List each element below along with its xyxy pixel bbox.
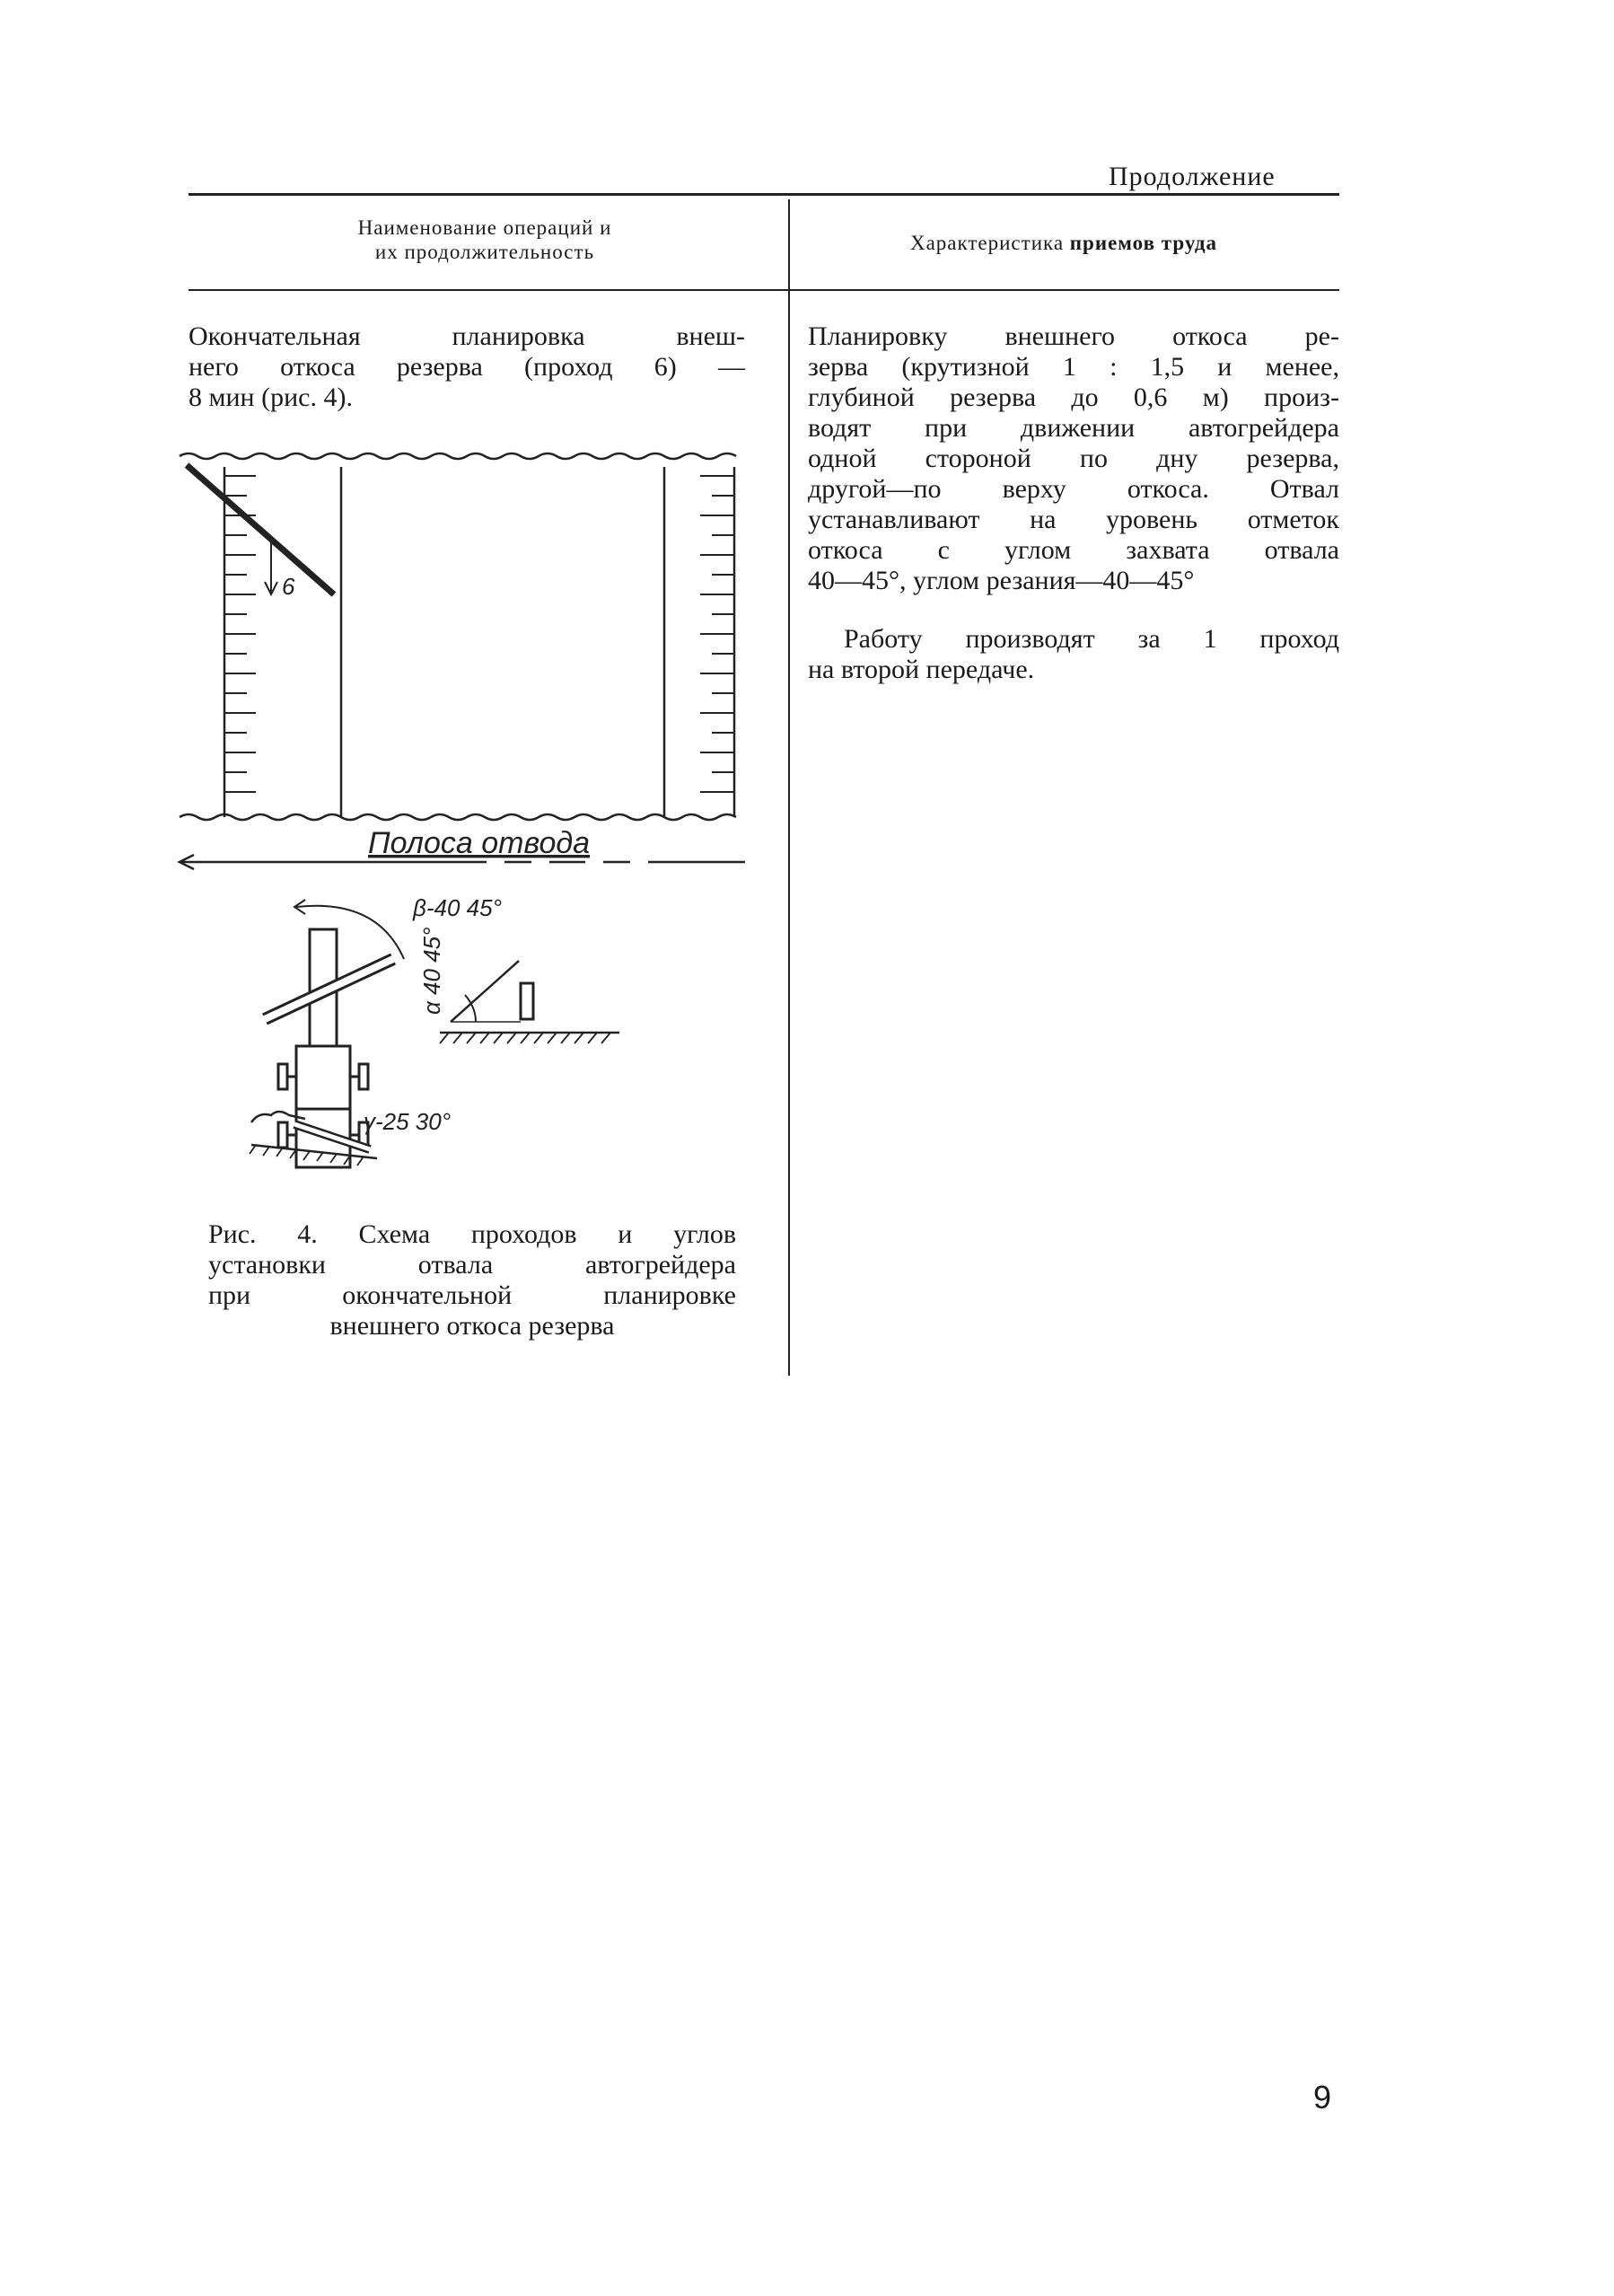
paragraph-line: зерва (крутизной 1 : 1,5 и менее, bbox=[808, 352, 1339, 382]
caption-line: внешнего откоса резерва bbox=[329, 1311, 615, 1341]
paragraph-line: глубиной резерва до 0,6 м) произ- bbox=[808, 383, 1339, 412]
page-number: 9 bbox=[1313, 2079, 1332, 2116]
paragraph-line: водят при движении автогрейдера bbox=[808, 413, 1339, 443]
beta-angle-arc bbox=[296, 906, 404, 959]
blade-pass-line bbox=[187, 465, 334, 594]
paragraph-line: Работу производят за 1 проход bbox=[844, 624, 1339, 654]
paragraph-line: другой—по верху откоса. Отвал bbox=[808, 474, 1339, 504]
operation-line: 8 мин (рис. 4). bbox=[189, 383, 353, 412]
figure-4-diagram bbox=[171, 440, 763, 1194]
column-header-left-line: их продолжительность bbox=[374, 241, 595, 263]
column-header-right-normal: Характеристика bbox=[909, 232, 1070, 254]
technique-paragraph-1 bbox=[808, 321, 1339, 596]
column-header-right bbox=[812, 232, 1315, 255]
column-header-left-line: Наименование операций и bbox=[357, 216, 612, 239]
strip-label: Полоса отвода bbox=[368, 826, 591, 860]
paragraph-line: 40—45°, углом резания—40—45° bbox=[808, 566, 1195, 595]
paragraph-line: устанавливают на уровень отметок bbox=[808, 505, 1339, 534]
column-header-right-bold: приемов труда bbox=[1069, 232, 1218, 254]
strip-top-edge bbox=[180, 453, 736, 459]
operation-line: Окончательная планировка внеш- bbox=[189, 321, 745, 351]
table-top-rule bbox=[189, 193, 1339, 196]
operation-line: него откоса резерва (проход 6) — bbox=[189, 352, 745, 382]
paragraph-line: Планировку внешнего откоса ре- bbox=[808, 321, 1339, 351]
strip-bottom-edge bbox=[180, 814, 736, 820]
technique-paragraph-2 bbox=[808, 624, 1339, 685]
caption-line: при окончательной планировке bbox=[208, 1280, 736, 1310]
beta-label: β-40 45° bbox=[413, 894, 502, 921]
figure-caption bbox=[208, 1219, 736, 1342]
caption-line: установки отвала автогрейдера bbox=[208, 1250, 736, 1280]
paragraph-line: откоса с углом захвата отвала bbox=[808, 535, 1339, 565]
pass-number-label: 6 bbox=[282, 573, 295, 600]
continued-label: Продолжение bbox=[1109, 162, 1276, 191]
gamma-label: γ-25 30° bbox=[364, 1108, 452, 1135]
alpha-label: α 40 45° bbox=[418, 927, 445, 1015]
paragraph-line: на второй передаче. bbox=[808, 655, 1035, 684]
paragraph-line: одной стороной по дну резерва, bbox=[808, 444, 1339, 473]
column-header-left bbox=[260, 216, 709, 264]
caption-line: Рис. 4. Схема проходов и углов bbox=[208, 1219, 736, 1249]
right-slope-hatch bbox=[700, 476, 734, 792]
table-header-rule bbox=[189, 289, 1339, 291]
cutting-angle-icon bbox=[440, 961, 619, 1043]
column-divider bbox=[788, 199, 790, 1376]
operation-name bbox=[189, 321, 745, 413]
